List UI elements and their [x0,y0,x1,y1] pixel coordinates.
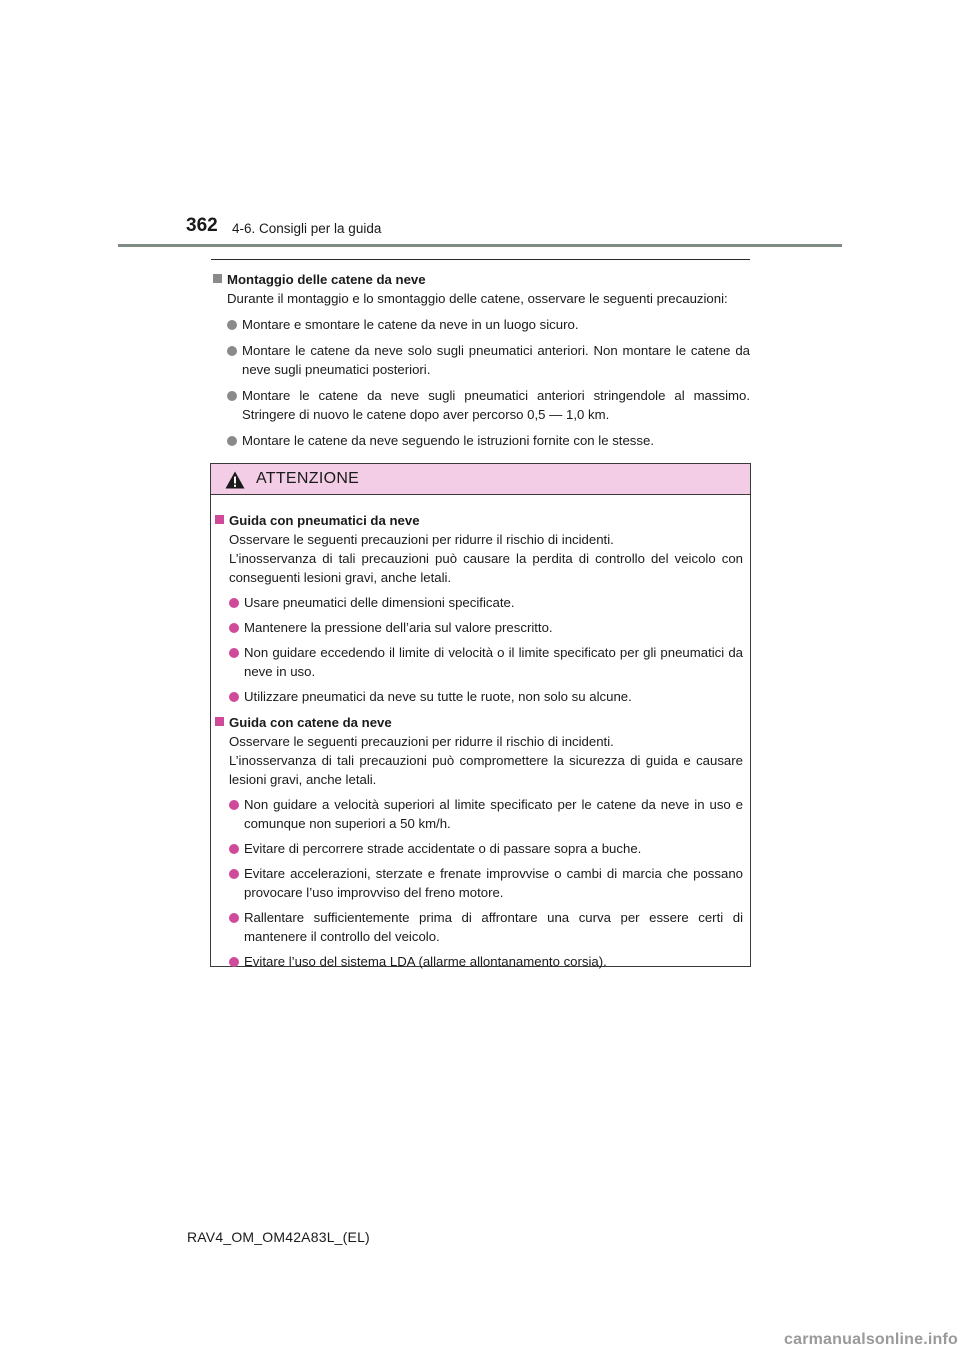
warning-paragraph: L’inosservanza di tali precauzioni può causare la perdita di controllo del veicolo con conseguenti lesioni gravi, anche letali. [229,551,743,585]
list-item-text: Montare le catene da neve solo sugli pneumatici anteriori. Non montare le catene da neve sugli pneumatici posteriori. [242,343,750,377]
circle-bullet-icon [227,436,237,446]
list-item-text: Non guidare a velocità superiori al limite specificato per le catene da neve in uso e comunque non superiori a 50 km/h. [244,797,743,831]
header-divider [118,244,842,247]
circle-bullet-icon [229,648,239,658]
warning-section-heading [213,511,743,530]
list-item [213,952,743,971]
heading-text: Guida con catene da neve [229,715,392,730]
list-item-text: Montare le catene da neve sugli pneumatici anteriori stringendole al massimo. Stringere di nuovo le catene dopo aver percorso 0,5 — 1,0 km. [242,388,750,422]
warning-paragraph: Osservare le seguenti precauzioni per ridurre il rischio di incidenti. [229,532,614,547]
list-item-text: Mantenere la pressione dell’aria sul valore prescritto. [244,620,553,635]
list-item [213,839,743,858]
warning-paragraph: L’inosservanza di tali precauzioni può compromettere la sicurezza di guida e causare lesioni gravi, anche letali. [229,753,743,787]
warning-section-heading [213,713,743,732]
intro-paragraph: Durante il montaggio e lo smontaggio delle catene, osservare le seguenti precauzioni: [227,291,728,306]
list-item-text: Evitare accelerazioni, sterzate e frenate improvvise o cambi di marcia che possano provocare l’uso improvviso del freno motore. [244,866,743,900]
warning-triangle-icon [225,471,245,489]
warning-header [211,464,750,495]
square-bullet-icon [215,515,224,524]
circle-bullet-icon [229,598,239,608]
circle-bullet-icon [229,844,239,854]
section-title: 4-6. Consigli per la guida [232,221,382,236]
list-item [213,593,743,612]
montaggio-section [211,259,750,450]
list-item [211,315,750,334]
warning-box [210,463,751,967]
section-divider [211,259,750,260]
circle-bullet-icon [229,869,239,879]
list-item [211,386,750,424]
circle-bullet-icon [229,957,239,967]
warning-title: ATTENZIONE [256,470,360,487]
list-item [213,864,743,902]
document-code: RAV4_OM_OM42A83L_(EL) [187,1229,370,1245]
list-item [213,618,743,637]
section-heading [211,270,750,289]
list-item [213,795,743,833]
list-item [211,341,750,379]
list-item-text: Utilizzare pneumatici da neve su tutte le ruote, non solo su alcune. [244,689,632,704]
circle-bullet-icon [227,346,237,356]
warning-paragraph: Osservare le seguenti precauzioni per ridurre il rischio di incidenti. [229,734,614,749]
circle-bullet-icon [229,800,239,810]
list-item-text: Usare pneumatici delle dimensioni specificate. [244,595,515,610]
list-item [213,908,743,946]
circle-bullet-icon [227,391,237,401]
list-item [211,431,750,450]
square-bullet-icon [215,717,224,726]
heading-text: Montaggio delle catene da neve [227,272,426,287]
circle-bullet-icon [229,913,239,923]
list-item-text: Rallentare sufficientemente prima di affrontare una curva per essere certi di mantenere il controllo del veicolo. [244,910,743,944]
list-item [213,643,743,681]
circle-bullet-icon [229,692,239,702]
heading-text: Guida con pneumatici da neve [229,513,420,528]
list-item-text: Montare e smontare le catene da neve in un luogo sicuro. [242,317,579,332]
list-item-text: Evitare l’uso del sistema LDA (allarme allontanamento corsia). [244,954,607,969]
watermark: carmanualsonline.info [784,1331,959,1348]
list-item-text: Evitare di percorrere strade accidentate o di passare sopra a buche. [244,841,642,856]
warning-body [213,507,743,971]
square-bullet-icon [213,274,222,283]
page-number: 362 [186,215,218,236]
list-item [213,687,743,706]
circle-bullet-icon [229,623,239,633]
circle-bullet-icon [227,320,237,330]
list-item-text: Montare le catene da neve seguendo le istruzioni fornite con le stesse. [242,433,654,448]
list-item-text: Non guidare eccedendo il limite di velocità o il limite specificato per gli pneumatici da neve in uso. [244,645,743,679]
